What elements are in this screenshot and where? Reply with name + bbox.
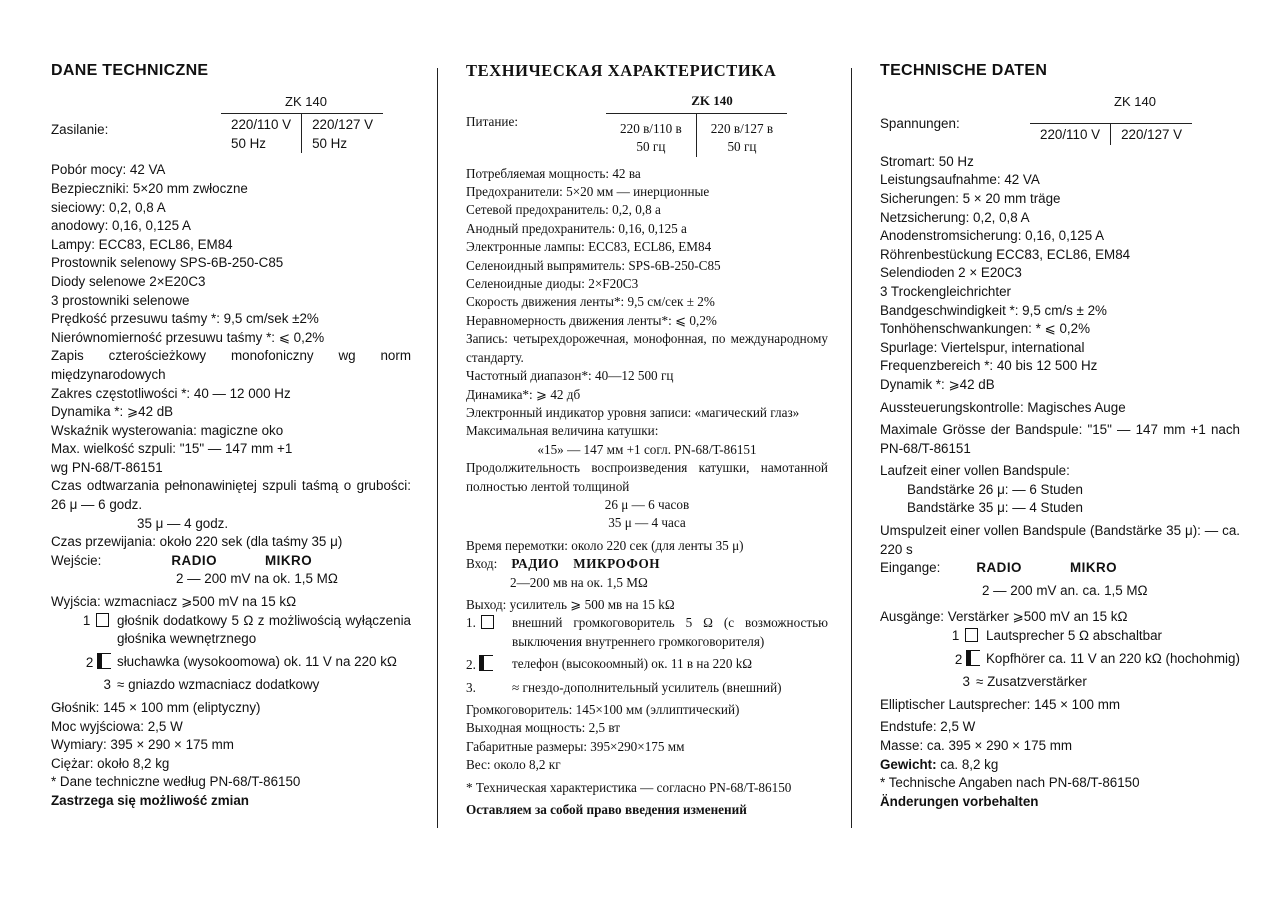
ru-input-radio: РАДИО: [511, 556, 560, 572]
de-note: * Technische Angaben nach PN-68/T-86150: [880, 775, 1140, 791]
pl-supply-label: Zasilanie:: [51, 122, 109, 138]
pl-spec-line: Wskaźnik wysterowania: magiczne oko: [51, 422, 284, 438]
german-column: [880, 62, 1240, 811]
de-spec-line: Selendioden 2 × E20C3: [880, 265, 1022, 281]
de-rewind: Umspulzeit einer vollen Bandspule (Bandstärke 35 μ): — ca. 220 s: [880, 523, 1240, 557]
ru-indicator: Электронный индикатор уровня записи: «магический глаз»: [466, 404, 800, 420]
ru-reel-value: «15» — 147 мм +1 согл. PN-68/T-86151: [537, 441, 757, 457]
pl-playtime: Czas odtwarzania pełnonawiniętej szpuli taśmą o grubości: 26 μ — 6 godz.: [51, 478, 411, 513]
pl-spec-line: anodowy: 0,16, 0,125 A: [51, 218, 191, 234]
ru-output-1: [466, 614, 828, 651]
ru-supply-table: [606, 113, 787, 157]
ru-output-3-num: 3.: [466, 679, 476, 695]
de-spec-line: Röhrenbestückung ECC83, ECL86, EM84: [880, 246, 1131, 262]
de-output-1-num: 1: [951, 628, 960, 644]
ru-input-mikro: МИКРОФОН: [573, 556, 660, 572]
de-reserve: Änderungen vorbehalten: [880, 793, 1039, 809]
pl-spec-line: Zakres częstotliwości *: 40 — 12 000 Hz: [51, 385, 291, 401]
ru-playtime-26: 26 μ — 6 часов: [604, 496, 690, 512]
pl-spec-line: Bezpieczniki: 5×20 mm zwłoczne: [51, 180, 248, 196]
de-model: ZK 140: [1114, 93, 1156, 109]
pl-output-2-num: 2: [85, 654, 94, 670]
de-level-control: Aussteuerungskontrolle: Magisches Auge: [880, 399, 1126, 415]
pl-supply-cell-2: [301, 114, 383, 153]
ru-spec-line: Скорость движения ленты*: 9,5 см/сек ± 2%: [466, 294, 715, 310]
pl-spec-line: Prędkość przesuwu taśmy *: 9,5 cm/sek ±2%: [51, 311, 319, 327]
pl-spec-line: Moc wyjściowa: 2,5 W: [51, 718, 183, 734]
pl-output-3-num: 3: [103, 677, 111, 693]
de-spec-line: Spurlage: Viertelspur, international: [880, 339, 1085, 355]
pl-supply-v2: 220/127 V: [312, 117, 374, 133]
de-supply-table: [1030, 123, 1192, 145]
pl-spec-line: Wymiary: 395 × 290 × 175 mm: [51, 737, 234, 753]
ru-input-label: Вход:: [466, 556, 498, 572]
ru-spec-line: Вес: около 8,2 кг: [466, 757, 561, 773]
de-supply-v1: 220/110 V: [1040, 127, 1101, 143]
de-spec-line: Sicherungen: 5 × 20 mm träge: [880, 190, 1061, 206]
ru-output-3-text: ≈ гнездо-дополнительный усилитель (внешний): [512, 679, 782, 695]
ru-spec-line: Селеноидный выпрямитель: SPS-6B-250-C85: [466, 257, 721, 273]
de-supply-label: Spannungen:: [880, 116, 960, 132]
speaker-icon: [481, 615, 494, 629]
ru-spec-line: Частотный диапазон*: 40—12 500 гц: [466, 368, 674, 384]
pl-spec-line: sieciowy: 0,2, 0,8 A: [51, 199, 166, 215]
pl-supply: [51, 113, 411, 153]
russian-column: [466, 62, 828, 819]
pl-output-1: [51, 612, 411, 649]
pl-spec-line: Lampy: ECC83, ECL86, EM84: [51, 236, 233, 252]
de-reel-size: Maximale Grösse der Bandspule: "15" — 147 mm +1 nach PN-68/T-86151: [880, 422, 1240, 456]
pl-output-3: [51, 676, 411, 695]
pl-input-radio: RADIO: [171, 552, 218, 568]
ru-model: ZK 140: [691, 93, 733, 109]
de-spec-line: Netzsicherung: 0,2, 0,8 A: [880, 209, 1030, 225]
pl-spec-line: Max. wielkość szpuli: "15" — 147 mm +1: [51, 441, 293, 457]
ru-output-2-num: 2.: [466, 657, 476, 673]
pl-heading: DANE TECHNICZNE: [51, 62, 209, 79]
de-weight: [880, 756, 1240, 775]
de-supply: [880, 113, 1240, 145]
de-playtime-26: Bandstärke 26 μ: — 6 Studen: [907, 481, 1083, 497]
pl-supply-table: [221, 113, 383, 153]
pl-input-mikro: MIKRO: [265, 552, 313, 568]
pl-output-1-num: 1: [82, 612, 91, 628]
de-input: [880, 559, 1240, 578]
polish-column: [51, 62, 411, 811]
ru-recording-format: Запись: четырехдорожечная, монофонная, по международному стандарту.: [466, 331, 828, 365]
ru-supply-cell-1: [606, 114, 696, 157]
ru-spec-line: Динамика*: ⩾ 42 дб: [466, 386, 581, 402]
ru-supply-v2: 220 в/127 в: [710, 120, 774, 136]
ru-spec-line: Неравномерность движения ленты*: ⩽ 0,2%: [466, 312, 717, 328]
ru-supply-f2: 50 гц: [727, 139, 757, 155]
de-output-2-num: 2: [954, 651, 963, 667]
ru-input: [466, 555, 828, 573]
de-playtime-35: Bandstärke 35 μ: — 4 Studen: [907, 500, 1083, 516]
ru-reel: Максимальная величина катушки:: [466, 423, 659, 439]
de-spec-line: Frequenzbereich *: 40 bis 12 500 Hz: [880, 358, 1098, 374]
pl-output-1-text: głośnik dodatkowy 5 Ω z możliwością wyłączenia głośnika wewnętrznego: [117, 612, 411, 647]
column-divider-left: [437, 68, 438, 828]
pl-supply-v1: 220/110 V: [231, 117, 292, 133]
ru-spec-line: Анодный предохранитель: 0,16, 0,125 а: [466, 220, 687, 236]
de-output-1: [880, 627, 1240, 646]
pl-input: [51, 552, 411, 571]
ru-output-2: [466, 655, 828, 674]
ru-spec-line: Сетевой предохранитель: 0,2, 0,8 а: [466, 202, 661, 218]
pl-spec-line: Głośnik: 145 × 100 mm (eliptyczny): [51, 700, 261, 715]
pl-spec-line: 3 prostowniki selenowe: [51, 292, 190, 308]
pl-spec-line: Nierównomierność przesuwu taśmy *: ⩽ 0,2%: [51, 329, 325, 345]
de-output-3: [880, 673, 1240, 692]
pl-outputs: Wyjścia: wzmacniacz ⩾500 mV na 15 kΩ: [51, 594, 297, 610]
ru-rewind: Время перемотки: около 220 сек (для ленты 35 μ): [466, 537, 744, 553]
de-spec-line: Masse: ca. 395 × 290 × 175 mm: [880, 738, 1073, 753]
pl-input-label: Wejście:: [51, 552, 102, 568]
pl-spec-line: Prostownik selenowy SPS-6B-250-C85: [51, 255, 284, 271]
pl-output-2: [51, 653, 411, 673]
pl-output-3-text: ≈ gniazdo wzmacniacz dodatkowy: [117, 677, 320, 693]
pl-supply-f2: 50 Hz: [312, 135, 348, 151]
pl-input-value: 2 — 200 mV na ok. 1,5 MΩ: [176, 571, 338, 587]
headphone-icon: [479, 655, 493, 671]
de-input-value: 2 — 200 mV an. ca. 1,5 MΩ: [982, 582, 1148, 598]
ru-output-2-text: телефон (высокоомный) ок. 11 в на 220 kΩ: [512, 656, 753, 672]
de-spec-line: 3 Trockengleichrichter: [880, 283, 1011, 299]
pl-supply-cell-1: [221, 114, 301, 153]
ru-spec-line: Громкоговоритель: 145×100 мм (эллиптический): [466, 702, 740, 717]
pl-spec-line: wg PN-68/T-86151: [51, 459, 163, 475]
ru-outputs: Выход: усилитель ⩾ 500 мв на 15 kΩ: [466, 596, 675, 612]
ru-spec-line: Габаритные размеры: 395×290×175 мм: [466, 738, 685, 754]
column-divider-right: [851, 68, 852, 828]
ru-output-1-num: 1.: [466, 615, 476, 631]
de-output-2-text: Kopfhörer ca. 11 V an 220 kΩ (hochohmig): [986, 650, 1240, 666]
pl-spec-line: Pobór mocy: 42 VA: [51, 162, 166, 178]
de-input-label: Eingange:: [880, 560, 941, 576]
ru-heading: ТЕХНИЧЕСКАЯ ХАРАКТЕРИСТИКА: [466, 61, 777, 80]
de-supply-v2: 220/127 V: [1110, 124, 1192, 145]
de-heading: TECHNISCHE DATEN: [880, 62, 1048, 79]
pl-playtime-35: 35 μ — 4 godz.: [137, 515, 229, 531]
de-playtime: Laufzeit einer vollen Bandspule:: [880, 463, 1070, 479]
de-spec-line: Bandgeschwindigkeit *: 9,5 cm/s ± 2%: [880, 302, 1107, 318]
de-spec-line: Anodenstromsicherung: 0,16, 0,125 A: [880, 228, 1105, 244]
pl-spec-line: Diody selenowe 2×E20C3: [51, 273, 206, 289]
ru-note: * Техническая характеристика — согласно PN-68/T-86150: [466, 779, 792, 795]
de-spec-line: Dynamik *: ⩾42 dB: [880, 376, 995, 392]
ru-spec-line: Потребляемая мощность: 42 ва: [466, 165, 641, 181]
de-spec-line: Stromart: 50 Hz: [880, 153, 974, 169]
de-weight-value: ca. 8,2 kg: [936, 756, 999, 772]
headphone-icon: [97, 653, 111, 669]
de-spec-line: Tonhöhenschwankungen: * ⩽ 0,2%: [880, 321, 1090, 337]
pl-output-2-text: słuchawka (wysokoomowa) ok. 11 V na 220 kΩ: [117, 653, 397, 669]
de-spec-line: Endstufe: 2,5 W: [880, 719, 976, 735]
pl-note: * Dane techniczne według PN-68/T-86150: [51, 774, 301, 790]
de-input-radio: RADIO: [976, 560, 1022, 576]
ru-spec-line: Предохранители: 5×20 мм — инерционные: [466, 184, 710, 200]
de-output-3-num: 3: [962, 674, 970, 690]
ru-supply-cell-2: [696, 114, 787, 157]
pl-spec-line: Dynamika *: ⩾42 dB: [51, 404, 174, 420]
pl-reserve: Zastrzega się możliwość zmian: [51, 792, 249, 808]
de-spec-line: Leistungsaufnahme: 42 VA: [880, 172, 1040, 188]
ru-supply: [466, 113, 828, 157]
speaker-icon: [965, 628, 978, 642]
de-spec-line: Elliptischer Lautsprecher: 145 × 100 mm: [880, 696, 1121, 712]
pl-model: ZK 140: [285, 93, 327, 109]
ru-spec-line: Выходная мощность: 2,5 вт: [466, 720, 621, 736]
pl-rewind: Czas przewijania: około 220 sek (dla taśmy 35 μ): [51, 534, 343, 550]
de-outputs: Ausgänge: Verstärker ⩾500 mV an 15 kΩ: [880, 609, 1128, 625]
ru-playtime: Продолжительность воспроизведения катушки, намотанной полностью лентой толщиной: [466, 460, 828, 494]
de-output-1-text: Lautsprecher 5 Ω abschaltbar: [986, 628, 1163, 644]
ru-reserve: Оставляем за собой право введения изменений: [466, 802, 747, 818]
headphone-icon: [966, 650, 980, 666]
de-weight-label: Gewicht:: [880, 756, 937, 772]
ru-output-1-text: внешний громкоговоритель 5 Ω (с возможностью выключения внутреннего громкоговорителя): [512, 615, 828, 649]
ru-supply-label: Питание:: [466, 113, 518, 129]
pl-recording-format: Zapis czterościeżkowy monofoniczny wg norm międzynarodowych: [51, 348, 411, 382]
speaker-icon: [96, 613, 109, 627]
ru-playtime-35: 35 μ — 4 часа: [608, 515, 686, 531]
ru-spec-line: Селеноидные диоды: 2×F20C3: [466, 276, 639, 292]
pl-spec-line: Ciężar: około 8,2 kg: [51, 755, 170, 771]
de-input-mikro: MIKRO: [1069, 560, 1118, 576]
ru-spec-line: Электронные лампы: ECC83, ECL86, EM84: [466, 239, 712, 255]
ru-input-value: 2—200 мв на ок. 1,5 MΩ: [510, 574, 648, 590]
ru-supply-f1: 50 гц: [636, 139, 666, 155]
de-output-3-text: ≈ Zusatzverstärker: [976, 674, 1087, 690]
pl-supply-f1: 50 Hz: [231, 135, 266, 151]
de-output-2: [880, 650, 1240, 670]
ru-supply-v1: 220 в/110 в: [620, 120, 682, 136]
ru-output-3: [466, 679, 828, 697]
